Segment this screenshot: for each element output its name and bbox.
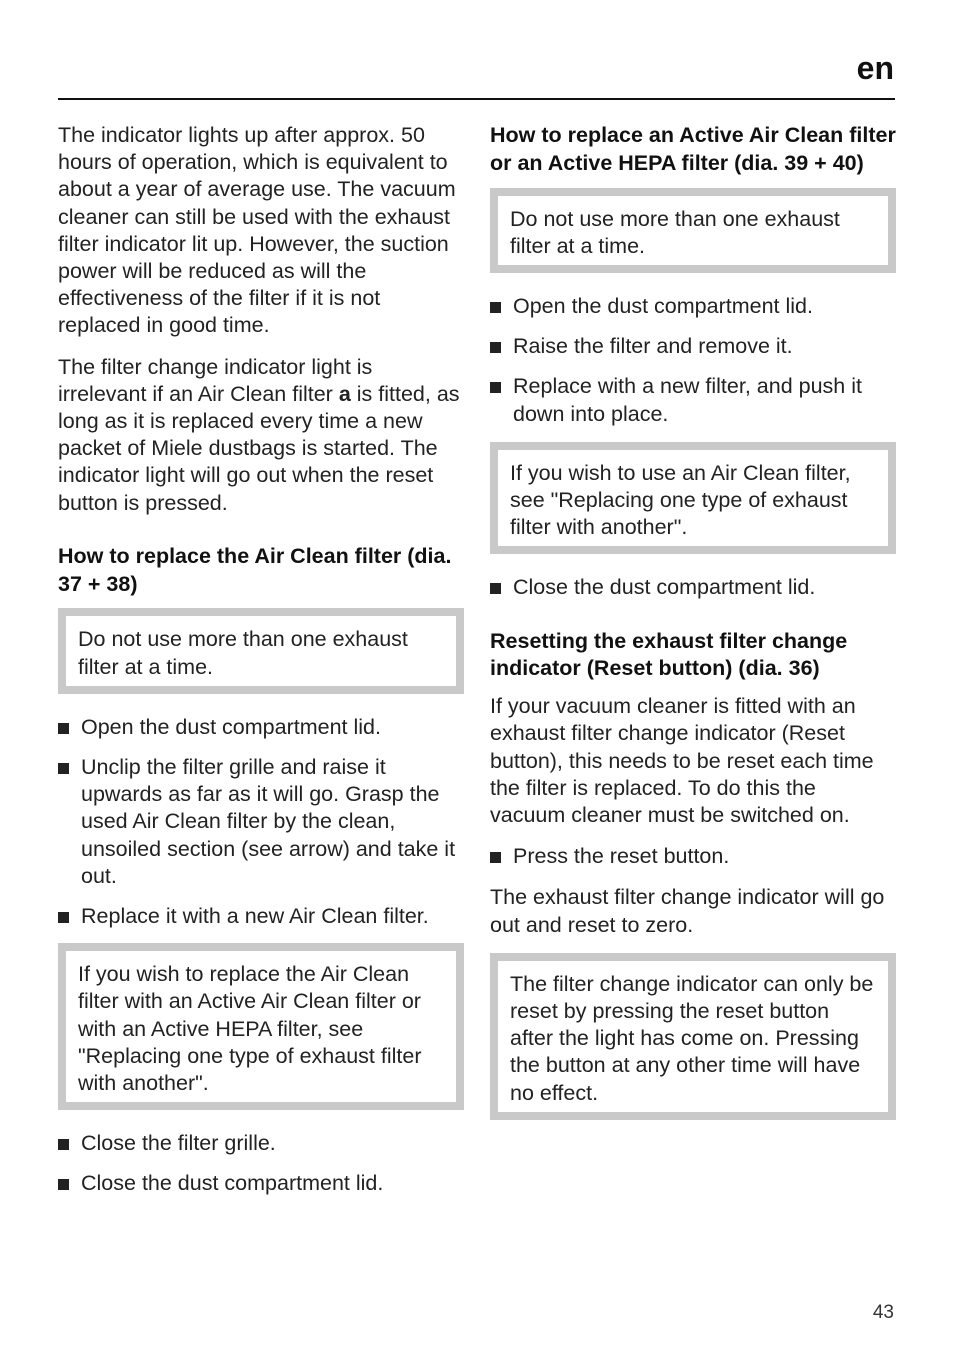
step-list: [58, 1130, 464, 1197]
paragraph-text-start: The filter change indicator light is irrelevant if an Air Clean filter: [58, 354, 373, 406]
section-heading-air-clean: How to replace the Air Clean filter (dia. 37 + 38): [58, 543, 452, 596]
language-code: en: [856, 50, 894, 86]
air-clean-paragraph: [58, 354, 464, 517]
step-item: [490, 333, 896, 360]
step-text: Close the dust compartment lid.: [513, 575, 816, 600]
step-text: Unclip the filter grille and raise it upwards as far as it will go. Grasp the used Air Clean filter by the clean, unsoiled section (see arrow) and take it out.: [81, 755, 456, 888]
intro-paragraph: The indicator lights up after approx. 50 hours of operation, which is equivalent to about a year of average use. The vacuum cleaner can still be used with the exhaust filter indicator lit up. However, the suction power will be reduced as will the effectiveness of the filter if it is not replaced in good time.: [58, 123, 456, 338]
note-text: If you wish to replace the Air Clean filter with an Active Air Clean filter or with an Active HEPA filter, see "Replacing one type of exhaust filter with another".: [78, 962, 422, 1096]
note-text: If you wish to use an Air Clean filter, see "Replacing one type of exhaust filter with another".: [510, 460, 851, 540]
step-list: [490, 574, 896, 601]
info-note: [490, 442, 896, 555]
step-item: [490, 373, 896, 427]
square-bullet-icon: [490, 342, 501, 353]
step-text: Replace with a new filter, and push it down into place.: [513, 374, 862, 426]
square-bullet-icon: [490, 583, 501, 594]
info-note: [490, 953, 896, 1120]
step-item: [490, 843, 896, 870]
step-text: Raise the filter and remove it.: [513, 334, 793, 359]
paragraph-text-end: is fitted, as long as it is replaced every time a new packet of Miele dustbags is started. The indicator light will go out when the reset button is pressed.: [58, 381, 460, 515]
header-rule: [58, 98, 895, 100]
page-number: 43: [872, 1302, 894, 1323]
square-bullet-icon: [58, 723, 69, 734]
left-column: [58, 122, 464, 1211]
warning-note: [58, 608, 464, 693]
step-text: Replace it with a new Air Clean filter.: [81, 904, 429, 929]
square-bullet-icon: [58, 1139, 69, 1150]
square-bullet-icon: [490, 382, 501, 393]
section-heading-reset: Resetting the exhaust filter change indicator (Reset button) (dia. 36): [490, 628, 848, 681]
step-text: Press the reset button.: [513, 844, 730, 869]
section-heading-active-filter: How to replace an Active Air Clean filter or an Active HEPA filter (dia. 39 + 40): [490, 123, 896, 175]
step-item: [58, 1170, 464, 1197]
reset-result-paragraph: The exhaust filter change indicator will go out and reset to zero.: [490, 885, 885, 937]
square-bullet-icon: [490, 302, 501, 313]
step-item: [58, 754, 464, 890]
square-bullet-icon: [58, 1179, 69, 1190]
callout-letter: a: [338, 381, 351, 406]
info-note: [58, 943, 464, 1110]
note-text: Do not use more than one exhaust filter at a time.: [78, 627, 408, 679]
step-text: Open the dust compartment lid.: [513, 294, 813, 318]
step-item: [490, 293, 896, 320]
note-text: The filter change indicator can only be reset by pressing the reset button after the light has come on. Pressing the button at any other time will have no effect.: [510, 971, 874, 1105]
note-text: Do not use more than one exhaust filter at a time.: [510, 206, 840, 258]
step-text: Close the dust compartment lid.: [81, 1171, 384, 1196]
step-item: [58, 714, 464, 741]
step-list: [490, 843, 896, 870]
reset-paragraph: If your vacuum cleaner is fitted with an exhaust filter change indicator (Reset button), this needs to be reset each time the filter is replaced. To do this the vacuum cleaner must be switched on.: [490, 694, 874, 828]
step-item: [58, 1130, 464, 1157]
square-bullet-icon: [58, 912, 69, 923]
step-list: [490, 293, 896, 428]
square-bullet-icon: [58, 763, 69, 774]
step-text: Open the dust compartment lid.: [81, 714, 381, 739]
step-item: [490, 574, 896, 601]
square-bullet-icon: [490, 852, 501, 863]
right-column: [490, 122, 896, 1140]
step-text: Close the filter grille.: [81, 1131, 276, 1156]
step-list: [58, 714, 464, 930]
step-item: [58, 903, 464, 930]
warning-note: [490, 188, 896, 273]
